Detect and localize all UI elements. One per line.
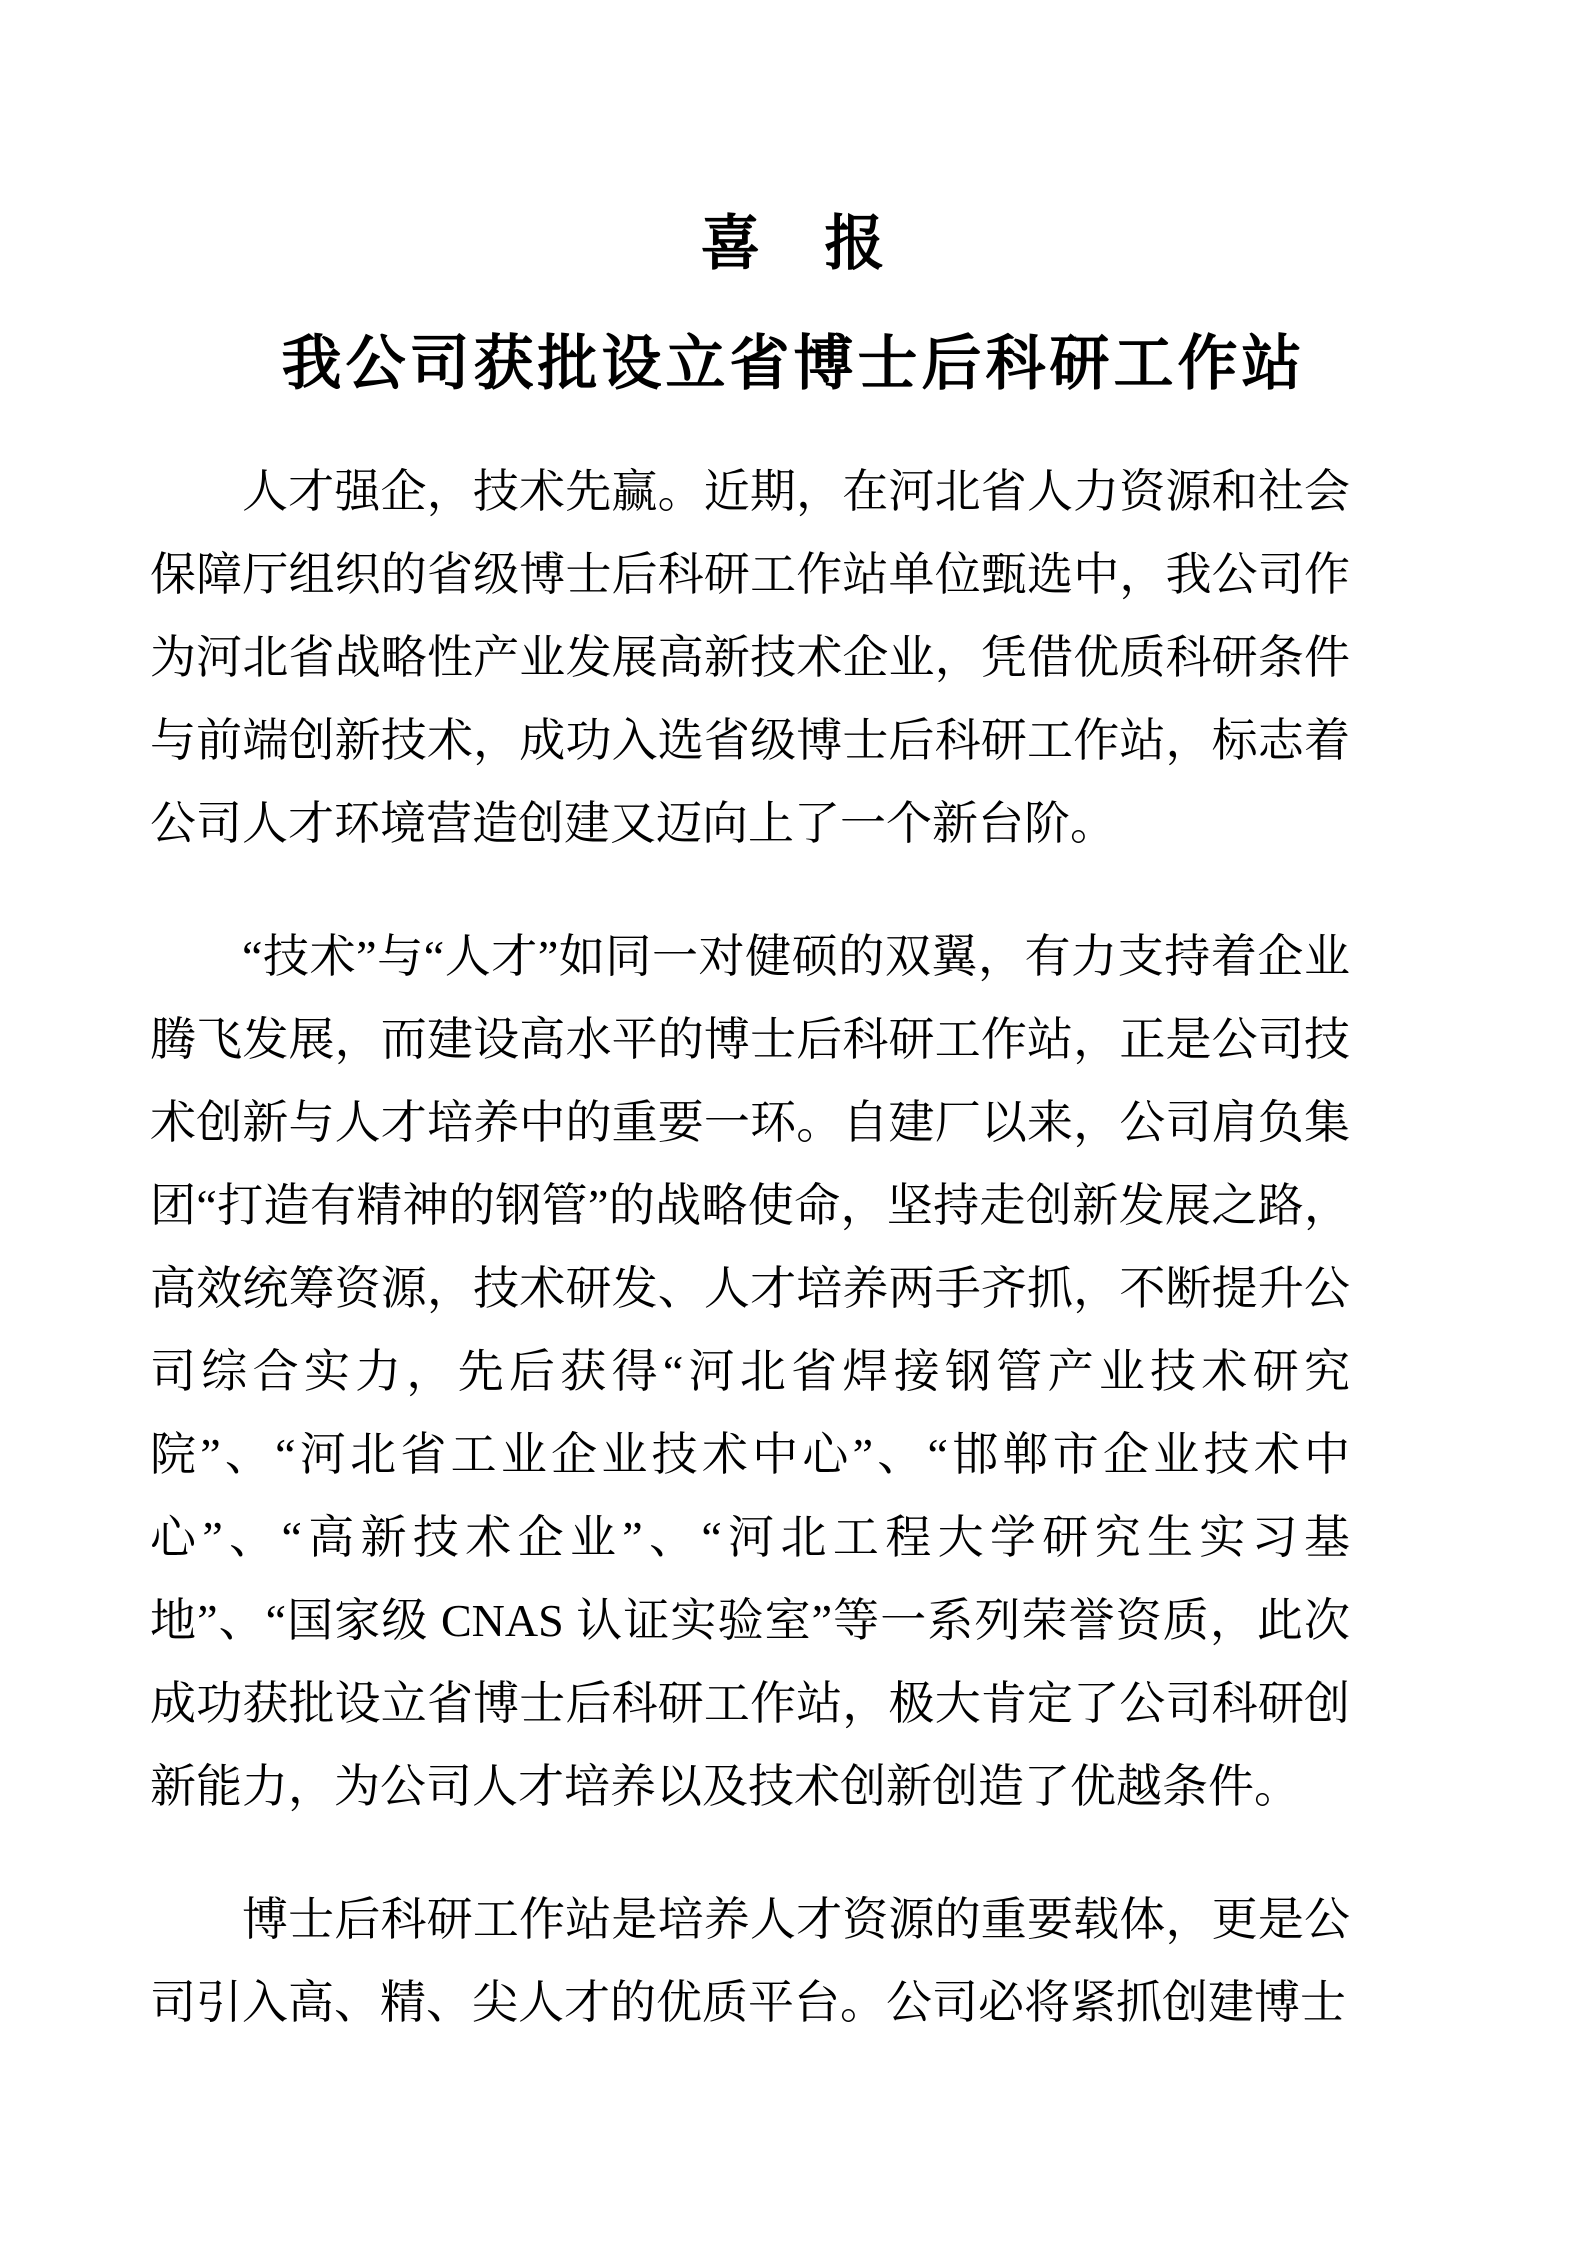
document-subtitle: 我公司获批设立省博士后科研工作站	[281, 331, 1306, 397]
body-paragraph-2: “技术”与“人才”如同一对健硕的双翼，有力支持着企业腾飞发展，而建设高水平的博士后科研工作站，正是公司技术创新与人才培养中的重要一环。自建厂以来，公司肩负集团“打造有精神的钢管”的战略使命，坚持走创新发展之路，高效统筹资源，技术研发、人才培养两手齐抓，不断提升公司综合实力，先后获得“河北省焊接钢管产业技术研究院”、“河北省工业企业技术中心”、“邯郸市企业技术中心”、“高新技术企业”、“河北工程大学研究生实习基地”、“国家级 CNAS 认证实验室”等一系列荣誉资质，此次成功获批设立省博士后科研工作站，极大肯定了公司科研创新能力，为公司人才培养以及技术创新创造了优越条件。	[150, 931, 1350, 1812]
document-title: 喜 报	[700, 211, 887, 277]
body-paragraph-3: 博士后科研工作站是培养人才资源的重要载体，更是公司引入高、精、尖人才的优质平台。公司必将紧抓创建博士	[150, 1894, 1350, 2028]
document-heading-block	[0, 0, 1587, 410]
document-body	[150, 450, 1350, 2044]
body-paragraph-1: 人才强企，技术先赢。近期，在河北省人力资源和社会保障厅组织的省级博士后科研工作站单位甄选中，我公司作为河北省战略性产业发展高新技术企业，凭借优质科研条件与前端创新技术，成功入选省级博士后科研工作站，标志着公司人才环境营造创建又迈向上了一个新台阶。	[150, 466, 1350, 849]
